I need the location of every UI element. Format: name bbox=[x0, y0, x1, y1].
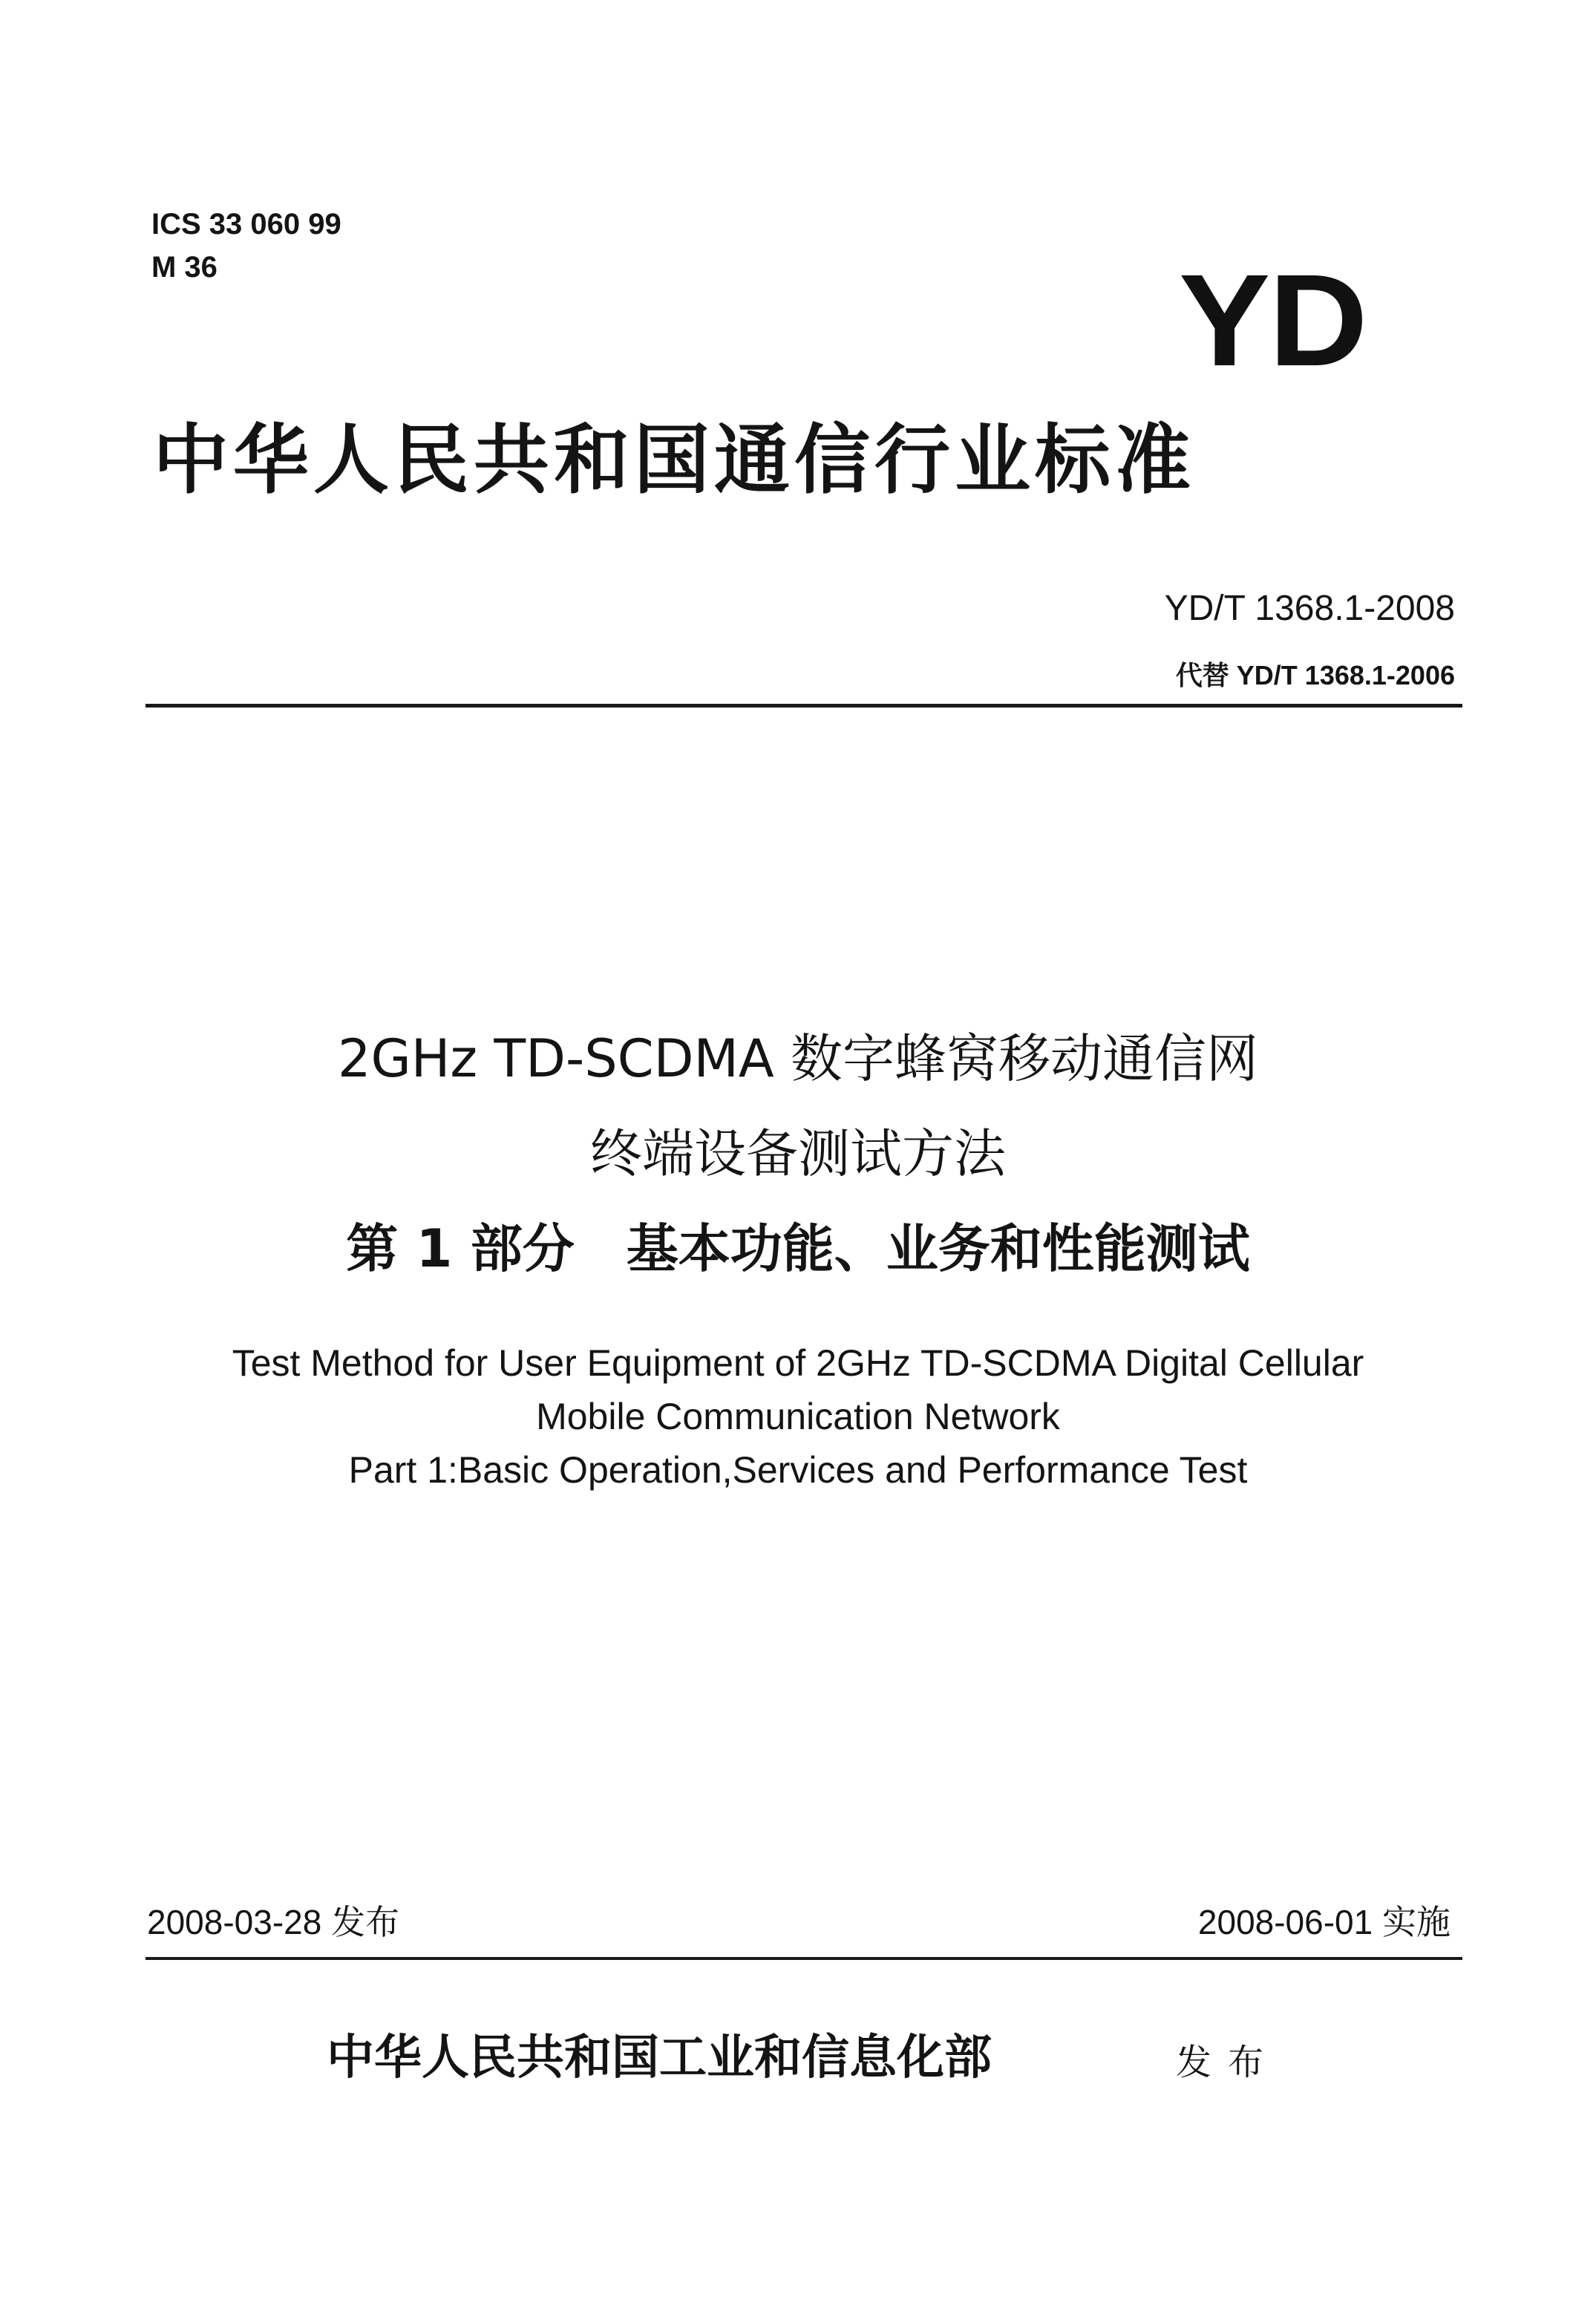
chinese-title-line-3 bbox=[0, 1218, 1596, 1279]
ics-code: ICS 33 060 99 bbox=[151, 208, 341, 241]
part-subject: 基本功能、业务和性能测试 bbox=[626, 1218, 1250, 1279]
classification-code: M 36 bbox=[151, 251, 218, 284]
standard-category-title: 中华人民共和国通信行业标准 bbox=[153, 416, 1195, 505]
english-title-line-2: Mobile Communication Network bbox=[536, 1396, 1060, 1437]
english-title-line-1: Test Method for User Equipment of 2GHz TD-SCDMA Digital Cellular bbox=[232, 1342, 1364, 1384]
top-divider bbox=[145, 704, 1462, 708]
issuing-authority: 中华人民共和国工业和信息化部 bbox=[327, 2030, 992, 2085]
implementation-date: 2008-06-01 实施 bbox=[1197, 1903, 1451, 1941]
part-label: 第 1 部分 bbox=[346, 1218, 575, 1279]
standard-number: YD/T 1368.1-2008 bbox=[1164, 589, 1455, 628]
english-title-line-3: Part 1:Basic Operation,Services and Performance Test bbox=[348, 1449, 1248, 1491]
chinese-title-line-1: 2GHz TD-SCDMA 数字蜂窝移动通信网 bbox=[337, 1028, 1259, 1089]
yd-logo: YD bbox=[1179, 248, 1367, 393]
issue-date: 2008-03-28 发布 bbox=[147, 1903, 400, 1941]
english-title-block bbox=[0, 1336, 1596, 1497]
replaces-standard: 代替 YD/T 1368.1-2006 bbox=[1175, 660, 1455, 690]
chinese-title-block bbox=[0, 1030, 1596, 1316]
chinese-title-line-2: 终端设备测试方法 bbox=[590, 1123, 1006, 1184]
bottom-divider bbox=[145, 1957, 1462, 1960]
issued-label: 发布 bbox=[1176, 2042, 1281, 2083]
